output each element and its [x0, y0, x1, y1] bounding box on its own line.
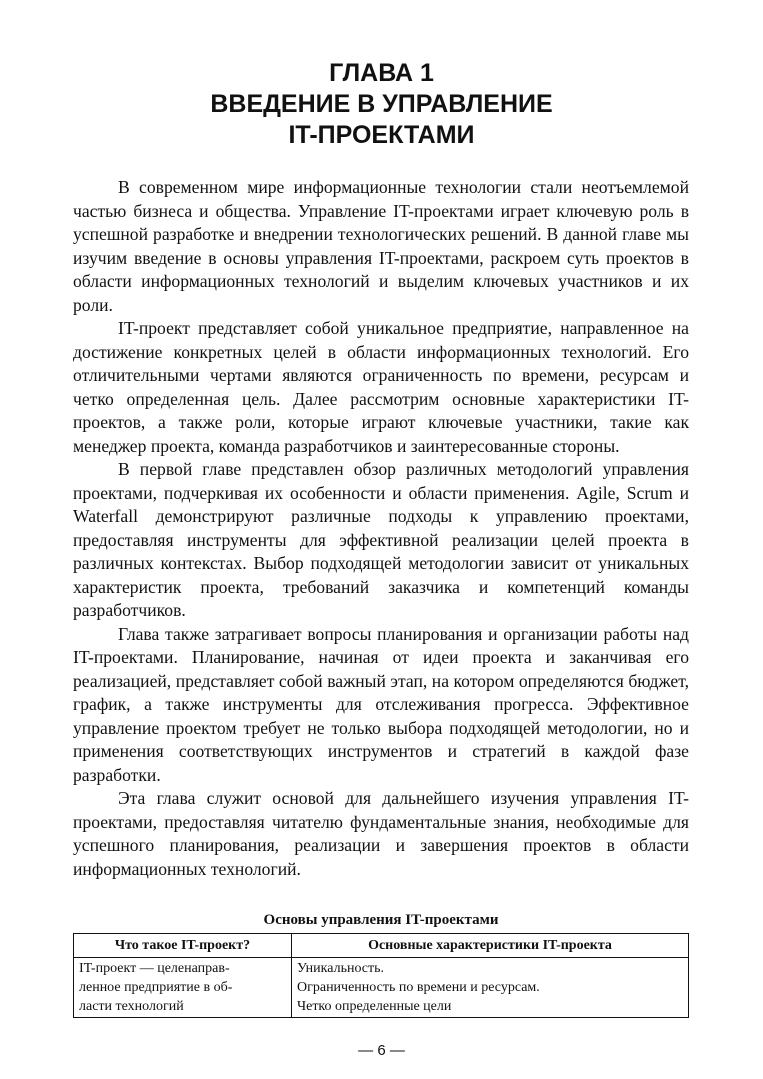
- paragraph-conclusion: Эта глава служит основой для дальнейшего изучения управления IT-проектами, предоставляя читателю фундаментальные знания, необходимые для успешного планирования, реализации и завершения проектов в области информационных технологий.: [73, 788, 689, 879]
- paragraph-planning: Глава также затрагивает вопросы планирования и организации работы над IT-проектами. Планирование, начиная от идеи проекта и заканчивая его реализацией, представляет собой важный этап, на котором определяются бюджет, график, а также инструменты для отслеживания прогресса. Эффективное управление проектом требует не только выбора подходящей методологии, но и применения соответствующих инструментов и стратегий в каждой фазе разработки.: [73, 623, 689, 785]
- basics-table: [73, 933, 689, 1018]
- page-number: — 6 —: [358, 1042, 405, 1059]
- characteristic-item: Четко определенные цели: [297, 999, 452, 1014]
- definition-line: ленное предприятие в об-: [79, 980, 233, 995]
- definition-line: IT-проект — целенаправ-: [79, 961, 230, 976]
- paragraph-it-project: IT-проект представляет собой уникальное предприятие, направленное на достижение конкретных целей в области информационных технологий. Его отличительными чертами являются ограниченность по времени, ресурсам и четко определенная цель. Далее рассмотрим основные характеристики IT-проектов, а также роли, которые играют ключевые участники, такие как менеджер проекта, команда разработчиков и заинтересованные стороны.: [73, 318, 689, 456]
- table-row: [74, 958, 689, 1018]
- chapter-title-line-2: IT-ПРОЕКТАМИ: [288, 121, 475, 149]
- definition-cell: [74, 958, 292, 1018]
- chapter-heading: [0, 58, 763, 151]
- characteristic-item: Уникальность.: [297, 961, 385, 976]
- chapter-title-line-1: ВВЕДЕНИЕ В УПРАВЛЕНИЕ: [210, 90, 553, 118]
- definition-line: ласти технологий: [79, 999, 184, 1014]
- characteristic-item: Ограниченность по времени и ресурсам.: [297, 980, 540, 995]
- table-header-definition: Что такое IT-проект?: [74, 934, 292, 958]
- chapter-body: [73, 176, 689, 881]
- chapter-number: ГЛАВА 1: [329, 59, 434, 87]
- table-header-characteristics: Основные характеристики IT-проекта: [292, 934, 689, 958]
- paragraph-intro: В современном мире информационные технологии стали неотъемлемой частью бизнеса и общества. Управление IT-проектами играет ключевую роль в успешной разработке и внедрении технологических решений. В данной главе мы изучим введение в основы управления IT-проектами, раскроем суть проектов в области информационных технологий и выделим ключевых участников и их роли.: [73, 177, 689, 315]
- paragraph-methodologies: В первой главе представлен обзор различных методологий управления проектами, подчеркивая их особенности и области применения. Agile, Scrum и Waterfall демонстрируют различные подходы к управлению проектами, предоставляя инструменты для эффективной реализации целей проекта в различных контекстах. Выбор подходящей методологии зависит от уникальных характеристик проекта, требований заказчика и компетенций команды разработчиков.: [73, 459, 689, 620]
- characteristics-cell: [292, 958, 689, 1018]
- table-header-row: [74, 934, 689, 958]
- table-caption: Основы управления IT-проектами: [263, 912, 499, 928]
